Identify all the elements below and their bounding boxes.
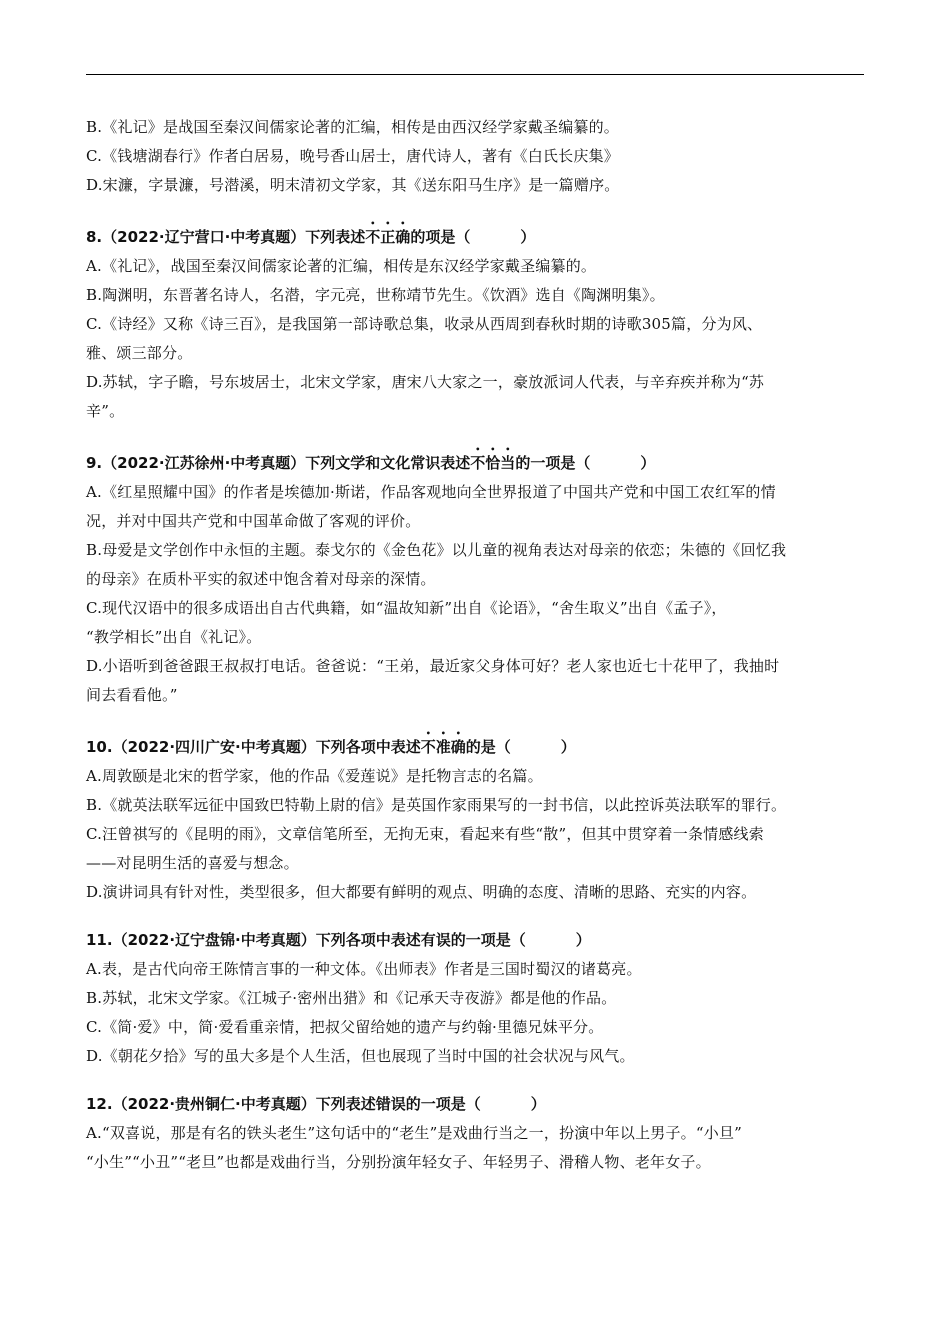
option-line: A.“双喜说，那是有名的铁头老生”这句话中的“老生”是戏曲行当之一，扮演中年以上男子。“小旦”: [86, 1124, 743, 1142]
option-line: C.现代汉语中的很多成语出自古代典籍，如“温故知新”出自《论语》，“舍生取义”出自《孟子》，: [86, 599, 727, 617]
option-line: A.《礼记》，战国至秦汉间儒家论著的汇编，相传是东汉经学家戴圣编纂的。: [86, 257, 597, 275]
header-rule: [86, 74, 864, 75]
option-line: D.《朝花夕拾》写的虽大多是个人生活，但也展现了当时中国的社会状况与风气。: [86, 1047, 635, 1065]
question-8: [86, 219, 864, 426]
option-line: “教学相长”出自《礼记》。: [86, 628, 262, 646]
option-line: A.表，是古代向帝王陈情言事的一种文体。《出师表》作者是三国时蜀汉的诸葛亮。: [86, 960, 642, 978]
emphasis-text: 不正确: [365, 228, 411, 246]
stem-text: 8.（2022·辽宁营口·中考真题）下列表述: [86, 228, 366, 246]
option-line: ——对昆明生活的喜爱与想念。: [86, 854, 299, 872]
option-line: 的母亲》在质朴平实的叙述中饱含着对母亲的深情。: [86, 570, 436, 588]
emphasis-text: 不准确: [420, 738, 466, 756]
option-line: D.演讲词具有针对性，类型很多，但大都要有鲜明的观点、明确的态度、清晰的思路、充实的内容。: [86, 883, 757, 901]
stem-text: ）: [560, 738, 576, 756]
stem-text: ）: [520, 228, 536, 246]
option-line: B.《就英法联军远征中国致巴特勒上尉的信》是英国作家雨果写的一封书信，以此控诉英法联军的罪行。: [86, 796, 787, 814]
option-line: C.汪曾祺写的《昆明的雨》，文章信笔所至，无拘无束，看起来有些“散”，但其中贯穿着一条情感线索: [86, 825, 764, 843]
option-line: A.《红星照耀中国》的作者是埃德加·斯诺，作品客观地向全世界报道了中国共产党和中国工农红军的情: [86, 483, 776, 501]
stem-text: 的一项是（: [515, 454, 591, 472]
question-stem: [86, 1090, 864, 1119]
option-line: 间去看看他。”: [86, 686, 178, 704]
option-line: 辛”。: [86, 402, 125, 420]
option-line: D.小语听到爸爸跟王叔叔打电话。爸爸说：“王弟，最近家父身体可好？老人家也近七十花甲了，我抽时: [86, 657, 780, 675]
option-line: D.苏轼，字子瞻，号东坡居士，北宋文学家，唐宋八大家之一，豪放派词人代表，与辛弃疾并称为“苏: [86, 373, 765, 391]
option-line: D.宋濂，字景濂，号潜溪，明末清初文学家，其《送东阳马生序》是一篇赠序。: [86, 176, 620, 194]
stem-text: 的项是（: [410, 228, 471, 246]
stem-text: ）: [640, 454, 656, 472]
question-stem: [86, 445, 864, 478]
option-line: C.《诗经》又称《诗三百》，是我国第一部诗歌总集，收录从西周到春秋时期的诗歌305篇，分为风、: [86, 315, 763, 333]
question-12: [86, 1090, 864, 1177]
question-stem: [86, 219, 864, 252]
question-stem: [86, 926, 864, 955]
document-body: [86, 113, 864, 1177]
stem-text: ）: [575, 931, 591, 949]
stem-text: 11.（2022·辽宁盘锦·中考真题）下列各项中表述有误的一项是（: [86, 931, 526, 949]
option-line: 雅、颂三部分。: [86, 344, 193, 362]
question-stem: [86, 729, 864, 762]
stem-text: 10.（2022·四川广安·中考真题）下列各项中表述: [86, 738, 421, 756]
option-line: “小生”“小丑”“老旦”也都是戏曲行当，分别扮演年轻女子、年轻男子、滑稽人物、老年女子。: [86, 1153, 711, 1171]
question-10: [86, 729, 864, 907]
stem-text: 9.（2022·江苏徐州·中考真题）下列文学和文化常识表述: [86, 454, 471, 472]
option-line: B.陶渊明，东晋著名诗人，名潜，字元亮，世称靖节先生。《饮酒》选自《陶渊明集》。: [86, 286, 665, 304]
option-line: B.母爱是文学创作中永恒的主题。泰戈尔的《金色花》以儿童的视角表达对母亲的依恋；朱德的《回忆我: [86, 541, 787, 559]
question-7-options: [86, 113, 864, 200]
option-line: A.周敦颐是北宋的哲学家，他的作品《爱莲说》是托物言志的名篇。: [86, 767, 543, 785]
option-line: B.《礼记》是战国至秦汉间儒家论著的汇编，相传是由西汉经学家戴圣编纂的。: [86, 118, 619, 136]
stem-text: 12.（2022·贵州铜仁·中考真题）下列表述错误的一项是（: [86, 1095, 481, 1113]
option-line: C.《简·爱》中，简·爱看重亲情，把叔父留给她的遗产与约翰·里德兄妹平分。: [86, 1018, 604, 1036]
option-line: C.《钱塘湖春行》作者白居易，晚号香山居士，唐代诗人，著有《白氏长庆集》: [86, 147, 619, 165]
option-line: B.苏轼，北宋文学家。《江城子·密州出猎》和《记承天寺夜游》都是他的作品。: [86, 989, 617, 1007]
stem-text: ）: [530, 1095, 546, 1113]
option-line: 况，并对中国共产党和中国革命做了客观的评价。: [86, 512, 421, 530]
question-11: [86, 926, 864, 1071]
stem-text: 的是（: [465, 738, 511, 756]
emphasis-text: 不恰当: [470, 454, 516, 472]
question-9: [86, 445, 864, 710]
